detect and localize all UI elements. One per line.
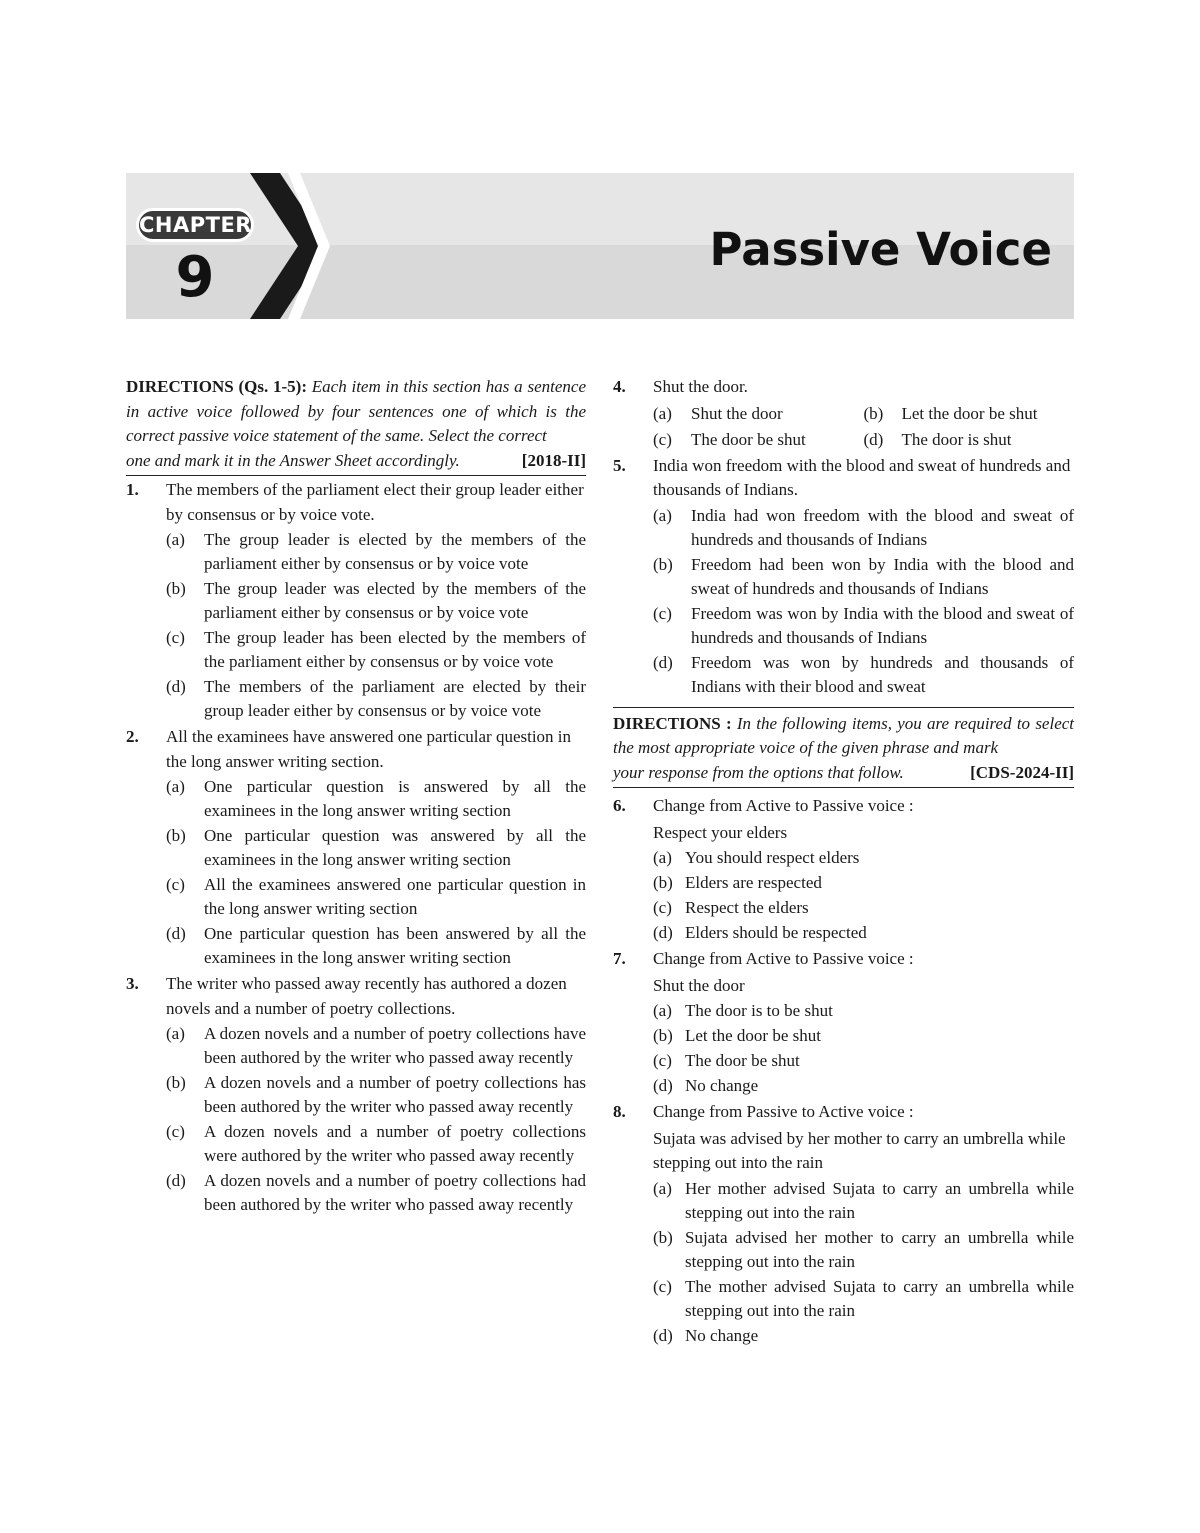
option-label: (c) [653,1051,672,1070]
question-text: All the examinees have answered one particular question in the long answer writing section. [166,727,572,771]
question-text: The members of the parliament elect their group leader either by consensus or by voice vote. [166,480,584,524]
option-label: (d) [653,652,673,672]
option-c [653,1049,1074,1073]
option-label: (d) [653,923,673,942]
option-a [653,402,864,426]
question-text: Change from Active to Passive voice : [653,949,914,968]
option-d [653,1074,1074,1098]
question-number: 2. [126,727,139,746]
directions-label: DIRECTIONS (Qs. 1-5): [126,377,307,396]
option-label: (a) [653,1178,672,1198]
question-6 [613,794,1074,819]
question-4 [613,375,1074,400]
option-label: (d) [166,1171,186,1190]
option-text: The mother advised Sujata to carry an umbrella while stepping out into the rain [685,1276,1074,1320]
directions-reference: [2018-II] [521,450,586,470]
option-a [653,999,1074,1023]
chapter-title: Passive Voice [709,223,1052,276]
option-text: Her mother advised Sujata to carry an umbrella while stepping out into the rain [685,1178,1074,1222]
option-text: Shut the door [691,403,783,423]
option-c [653,896,1074,920]
option-label: (b) [166,579,186,598]
question-5 [613,454,1074,503]
option-text: You should respect elders [685,848,860,867]
question-4-options [653,400,1074,452]
option-text: Freedom was won by India with the blood and sweat of hundreds and thousands of Indians [691,603,1074,647]
option-label: (d) [653,1076,673,1095]
option-b [653,553,1074,601]
option-d [653,651,1074,699]
option-c [166,1120,586,1168]
question-options [166,775,586,970]
question-number: 1. [126,480,139,499]
directions-text: Each item in this section has a sentence in active voice followed by four sentences one of which is the correct passive voice statement of the same. Select the correct [126,377,586,445]
option-text: The group leader was elected by the members of the parliament either by consensus or by voice vote [204,579,586,622]
option-text: India had won freedom with the blood and sweat of hundreds and thousands of Indians [691,505,1074,549]
option-text: A dozen novels and a number of poetry collections have been authored by the writer who passed away recently [204,1024,586,1067]
option-d [166,922,586,970]
question-sentence: Sujata was advised by her mother to carry an umbrella while stepping out into the rain [653,1128,1066,1172]
question-number: 7. [613,949,626,968]
option-label: (b) [653,1026,673,1045]
question-5-options [653,504,1074,699]
right-question-list [613,794,1074,1348]
option-label: (c) [166,875,185,894]
option-text: The door be shut [691,429,806,449]
option-b [653,871,1074,895]
option-label: (b) [653,873,673,892]
option-b [653,1024,1074,1048]
question-1 [126,478,586,527]
question-text: India won freedom with the blood and sweat of hundreds and thousands of Indians. [653,455,1071,499]
question-options [653,846,1074,945]
question-number: 3. [126,974,139,993]
option-a [166,775,586,823]
option-label: (a) [166,777,185,796]
option-a [653,504,1074,552]
option-text: A dozen novels and a number of poetry collections had been authored by the writer who passed away recently [204,1171,586,1214]
option-text: The door is to be shut [685,1001,833,1020]
option-text: No change [685,1325,759,1345]
option-label: (a) [653,1001,672,1020]
option-text: Freedom had been won by India with the blood and sweat of hundreds and thousands of Indians [691,554,1074,598]
directions-reference: [CDS-2024-II] [970,762,1074,782]
option-label: (a) [166,530,185,549]
question-options [166,528,586,723]
question-options [653,1177,1074,1348]
question-7 [613,947,1074,972]
option-label: (c) [653,603,672,623]
directions-text: In the following items, you are required to select the most appropriate voice of the given phrase and mark [613,713,1075,757]
option-b [166,577,586,625]
option-c [653,428,864,452]
option-text: One particular question is answered by all the examinees in the long answer writing section [204,777,586,820]
option-text: The group leader has been elected by the members of the parliament either by consensus or by voice vote [204,628,586,671]
option-a [166,1022,586,1070]
option-d [653,1324,1074,1348]
option-a [166,528,586,576]
question-text: The writer who passed away recently has authored a dozen novels and a number of poetry collections. [166,974,567,1018]
question-number: 5. [613,455,626,475]
directions-text-end: one and mark it in the Answer Sheet accordingly. [126,450,460,470]
right-column [613,373,1074,1348]
question-sentence: Shut the door [653,975,745,995]
question-number: 4. [613,377,626,396]
directions-last-line [126,449,586,474]
option-label: (d) [166,677,186,696]
directions-text-end: your response from the options that follow. [613,762,904,782]
question-text: Change from Passive to Active voice : [653,1102,914,1121]
option-label: (a) [653,403,672,423]
directions-label: DIRECTIONS : [613,713,732,733]
divider [126,475,586,476]
directions-last-line [613,761,1074,786]
question-options [653,999,1074,1098]
option-text: Respect the elders [685,898,809,917]
option-label: (d) [653,1325,673,1345]
option-label: (b) [653,1227,673,1247]
option-b [166,1071,586,1119]
option-c [653,602,1074,650]
option-text: Elders should be respected [685,923,867,942]
option-label: (b) [166,1073,186,1092]
question-text: Change from Active to Passive voice : [653,796,914,815]
option-label: (b) [166,826,186,845]
question-number: 6. [613,796,626,815]
question-3 [126,972,586,1021]
option-label: (b) [863,403,884,423]
option-d [653,921,1074,945]
chapter-label: CHAPTER [136,208,254,242]
option-d [166,1169,586,1217]
option-text: The door be shut [685,1051,800,1070]
option-text: A dozen novels and a number of poetry collections has been authored by the writer who passed away recently [204,1073,586,1116]
option-d [166,675,586,723]
option-label: (c) [166,1122,185,1141]
question-2 [126,725,586,774]
option-text: Let the door be shut [685,1026,821,1045]
option-label: (c) [653,1276,672,1296]
left-column [126,375,586,1217]
question-text: Shut the door. [653,377,748,396]
option-text: The group leader is elected by the members of the parliament either by consensus or by voice vote [204,530,586,573]
option-a [653,846,1074,870]
option-label: (d) [166,924,186,943]
option-b [864,402,1075,426]
option-label: (c) [653,898,672,917]
option-text: Elders are respected [685,873,822,892]
option-label: (c) [166,628,185,647]
option-a [653,1177,1074,1225]
directions-block [126,375,586,473]
chevron-arrow-icon [240,173,330,319]
option-text: Let the door be shut [901,403,1038,423]
option-label: (c) [653,429,672,449]
option-text: All the examinees answered one particular question in the long answer writing section [204,875,586,918]
option-b [653,1226,1074,1274]
chapter-number: 9 [175,245,215,310]
option-label: (a) [653,505,672,525]
option-c [653,1275,1074,1323]
question-sentence: Respect your elders [653,822,788,842]
option-label: (d) [863,429,884,449]
directions-block-2 [613,707,1074,789]
option-label: (b) [653,554,673,574]
option-text: Sujata advised her mother to carry an umbrella while stepping out into the rain [685,1227,1074,1271]
option-c [166,873,586,921]
option-b [166,824,586,872]
question-8 [613,1100,1074,1125]
option-label: (a) [166,1024,185,1043]
option-text: The members of the parliament are elected by their group leader either by consensus or by voice vote [204,677,586,720]
left-question-list [126,478,586,1217]
option-c [166,626,586,674]
option-text: Freedom was won by hundreds and thousands of Indians with their blood and sweat [691,652,1074,696]
question-options [166,1022,586,1217]
option-d [864,428,1075,452]
option-text: No change [685,1076,759,1095]
question-number: 8. [613,1102,626,1121]
option-text: A dozen novels and a number of poetry collections were authored by the writer who passed away recently [204,1122,586,1165]
option-text: One particular question has been answered by all the examinees in the long answer writing section [204,924,586,967]
option-text: One particular question was answered by all the examinees in the long answer writing section [204,826,586,869]
option-text: The door is shut [901,429,1012,449]
option-label: (a) [653,848,672,867]
